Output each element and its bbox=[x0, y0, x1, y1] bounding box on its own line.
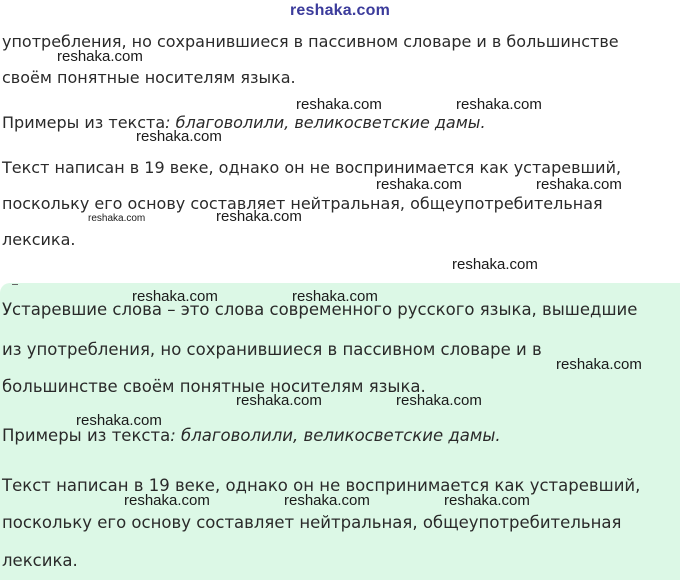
paragraph-line: Устаревшие слова – это слова современного русского языка, вышедшие bbox=[2, 300, 638, 319]
watermark: reshaka.com bbox=[216, 208, 302, 225]
paragraph-line: Текст написан в 19 веке, однако он не воспринимается как устаревший, bbox=[2, 476, 641, 495]
watermark: reshaka.com bbox=[57, 48, 143, 65]
watermark: reshaka.com bbox=[452, 256, 538, 273]
examples-label: Примеры из текста bbox=[2, 426, 171, 445]
top-watermark: reshaka.com bbox=[289, 2, 391, 19]
panel-marker bbox=[12, 284, 18, 285]
watermark: reshaka.com bbox=[292, 288, 378, 305]
paragraph-line: из употребления, но сохранившиеся в пассивном словаре и в bbox=[2, 340, 542, 359]
paragraph-line: употребления, но сохранившиеся в пассивном словаре и в большинстве bbox=[2, 32, 619, 51]
watermark: reshaka.com bbox=[88, 213, 146, 224]
watermark: reshaka.com bbox=[444, 492, 530, 509]
paragraph-line: Текст написан в 19 веке, однако он не воспринимается как устаревший, bbox=[2, 158, 622, 177]
paragraph-line: своём понятные носителям языка. bbox=[2, 68, 296, 87]
examples-text: : благоволили, великосветские дамы. bbox=[170, 426, 501, 445]
watermark: reshaka.com bbox=[456, 96, 542, 113]
answer-panel bbox=[0, 283, 680, 580]
watermark: reshaka.com bbox=[376, 176, 462, 193]
paragraph-line: большинстве своём понятные носителям языка. bbox=[2, 377, 426, 396]
watermark: reshaka.com bbox=[296, 96, 382, 113]
examples-line bbox=[2, 113, 486, 133]
watermark: reshaka.com bbox=[236, 392, 322, 409]
watermark: reshaka.com bbox=[76, 412, 162, 429]
watermark: reshaka.com bbox=[124, 492, 210, 509]
watermark: reshaka.com bbox=[136, 128, 222, 145]
paragraph-line: поскольку его основу составляет нейтральная, общеупотребительная bbox=[2, 194, 603, 213]
watermark: reshaka.com bbox=[396, 392, 482, 409]
examples-text: : благоволили, великосветские дамы. bbox=[165, 113, 486, 132]
paragraph-line: лексика. bbox=[2, 551, 78, 570]
watermark: reshaka.com bbox=[536, 176, 622, 193]
examples-label: Примеры из текста bbox=[2, 113, 166, 132]
watermark: reshaka.com bbox=[132, 288, 218, 305]
paragraph-line: поскольку его основу составляет нейтральная, общеупотребительная bbox=[2, 513, 622, 532]
watermark: reshaka.com bbox=[284, 492, 370, 509]
watermark: reshaka.com bbox=[556, 356, 642, 373]
paragraph-line: лексика. bbox=[2, 230, 76, 249]
